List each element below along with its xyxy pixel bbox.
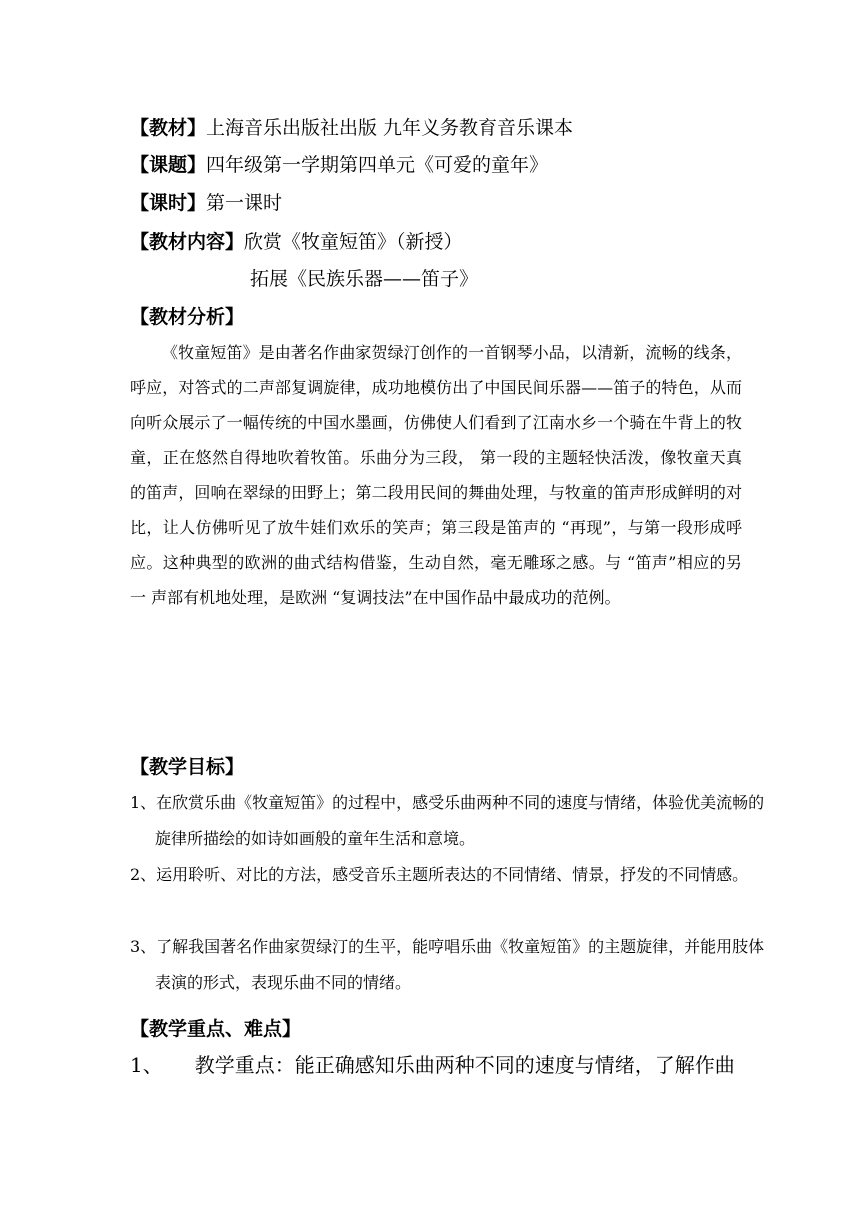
period-value: 第一课时 <box>206 192 283 214</box>
goal-item-1: 1、在欣赏乐曲《牧童短笛》的过程中，感受乐曲两种不同的速度与情绪，体验优美流畅的旋律所描绘的如诗如画般的童年生活和意境。 <box>130 793 765 848</box>
analysis-heading: 【教材分析】 <box>130 306 245 328</box>
textbook-label: 【教材】 <box>130 117 207 139</box>
content-value-1: 欣赏《牧童短笛》（新授） <box>244 231 463 253</box>
content-line <box>130 230 463 254</box>
topic-line <box>130 153 548 177</box>
textbook-value: 上海音乐出版社出版 九年义务教育音乐课本 <box>206 117 574 139</box>
textbook-line <box>130 116 573 140</box>
period-line <box>130 191 282 215</box>
goal-item-3: 3、了解我国著名作曲家贺绿汀的生平，能哼唱乐曲《牧童短笛》的主题旋律，并能用肢体表演的形式，表现乐曲不同的情绪。 <box>130 937 765 992</box>
goal-item-2: 2、运用聆听、对比的方法，感受音乐主题所表达的不同情绪、情景，抒发的不同情感。 <box>130 865 749 884</box>
keypoint-item-1-text: 教学重点：能正确感知乐曲两种不同的速度与情绪，了解作曲 <box>194 1053 735 1077</box>
content-line-2 <box>250 267 478 291</box>
topic-label: 【课题】 <box>130 154 207 176</box>
period-label: 【课时】 <box>130 192 207 214</box>
keypoint-item-1 <box>130 1051 735 1079</box>
keypoint-item-1-number: 1、 <box>130 1053 163 1077</box>
content-value-2: 拓展《民族乐器——笛子》 <box>250 268 479 290</box>
analysis-paragraph: 《牧童短笛》是由著名作曲家贺绿汀创作的一首钢琴小品，以清新，流畅的线条，呼应，对答式的二声部复调旋律，成功地模仿出了中国民间乐器——笛子的特色，从而向听众展示了一幅传统的中国水墨画，仿佛使人们看到了江南水乡一个骑在牛背上的牧童，正在悠然自得地吹着牧笛。乐曲分为三段， 第一段的主题轻快活泼，像牧童天真的笛声，回响在翠绿的田野上；第二段用民间的舞曲处理，与牧童的笛声形成鲜明的对比，让人仿佛听见了放牛娃们欢乐的笑声；第三段是笛声的 “再现”，与第一段形成呼应。这种典型的欧洲的曲式结构借鉴，生动自然，毫无雕琢之感。与 “笛声”相应的另一 声部有机地处理，是欧洲 “复调技法”在中国作品中最成功的范例。 <box>130 343 742 607</box>
keypoints-heading: 【教学重点、难点】 <box>130 1018 302 1040</box>
content-label: 【教材内容】 <box>130 231 245 253</box>
goals-heading: 【教学目标】 <box>130 756 245 778</box>
topic-value: 四年级第一学期第四单元《可爱的童年》 <box>206 154 549 176</box>
